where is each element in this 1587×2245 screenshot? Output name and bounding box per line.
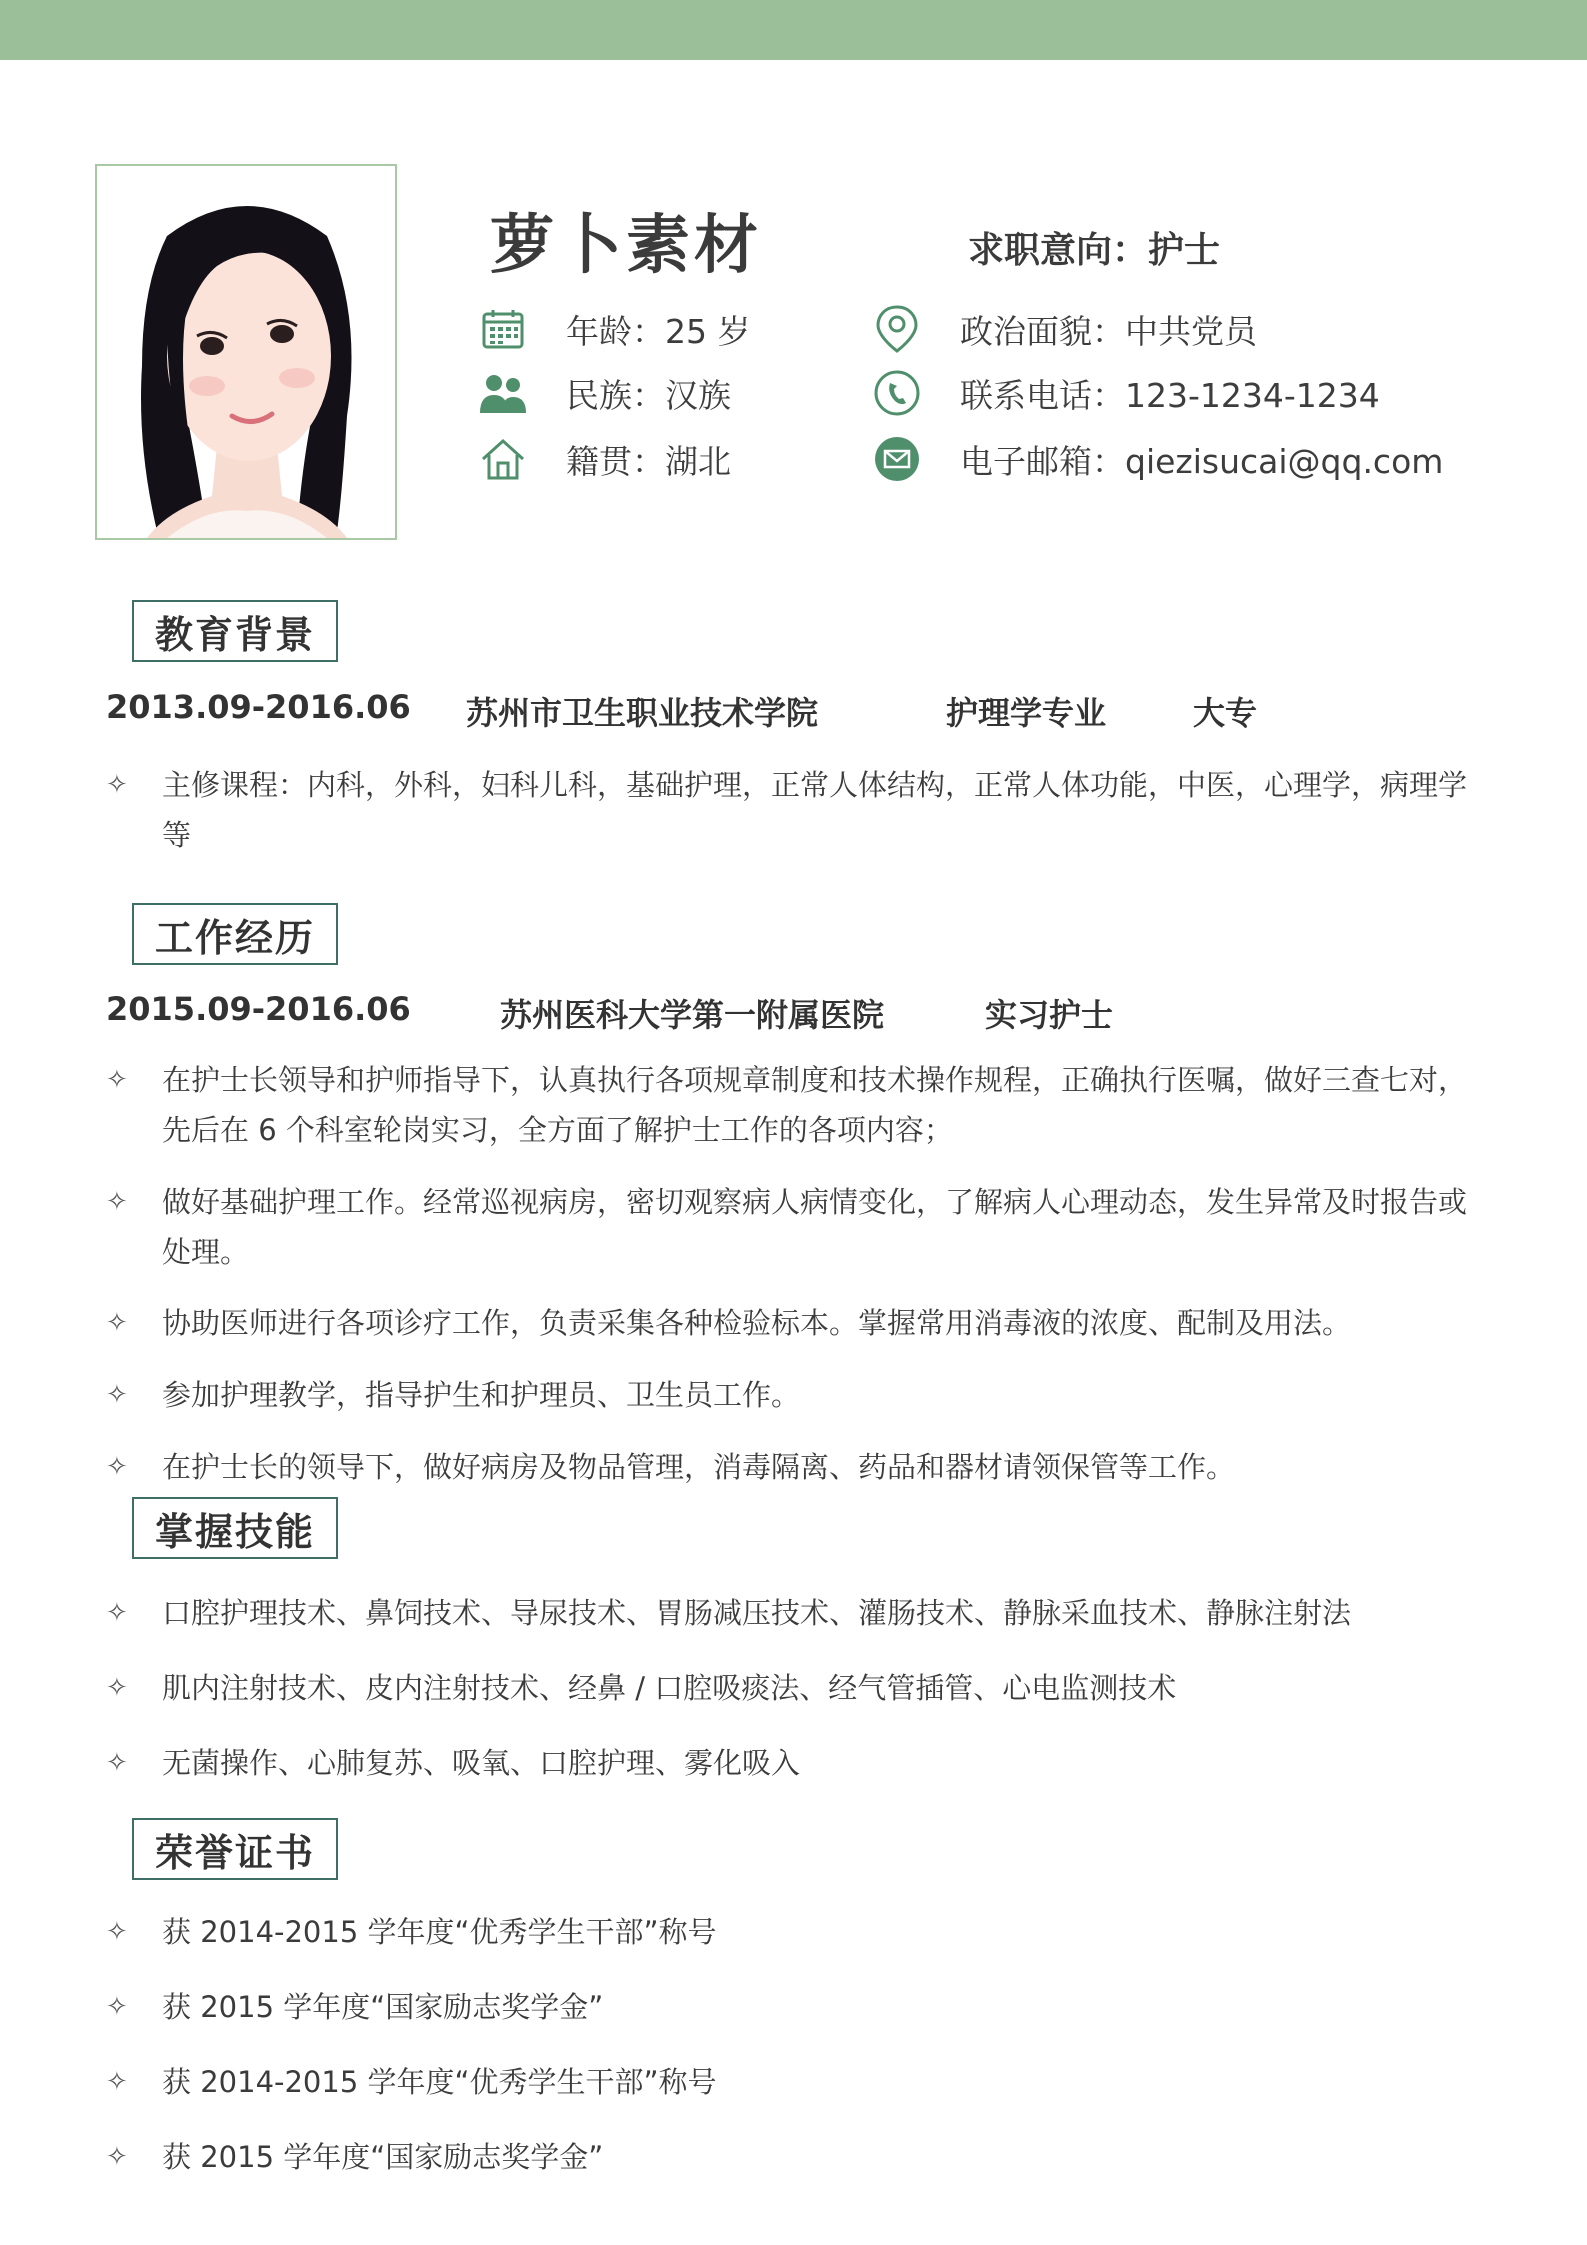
people-icon (476, 366, 530, 420)
top-accent-bar (0, 0, 1587, 60)
list-item (106, 1442, 1476, 1492)
list-item-text: 做好基础护理工作。经常巡视病房，密切观察病人病情变化，了解病人心理动态，发生异常及时报告或处理。 (162, 1185, 1468, 1269)
list-item-text: 获 2014-2015 学年度“优秀学生干部”称号 (162, 1915, 717, 1949)
education-courses (106, 760, 1476, 860)
phone-icon (870, 366, 924, 420)
bullet-icon: ✧ (106, 1748, 128, 1778)
list-item-text: 获 2015 学年度“国家励志奖学金” (162, 1990, 604, 2024)
bullet-icon: ✧ (106, 1065, 128, 1095)
work-employer: 苏州医科大学第一附属医院 (500, 996, 885, 1034)
candidate-name: 萝卜素材 (490, 209, 762, 283)
info-political (870, 302, 1257, 356)
work-period: 2015.09-2016.06 (106, 990, 411, 1028)
list-item-text: 获 2015 学年度“国家励志奖学金” (162, 2140, 604, 2174)
calendar-icon (476, 302, 530, 356)
list-item (106, 1738, 1476, 1788)
section-title-work: 工作经历 (132, 903, 338, 965)
list-item (106, 2132, 1476, 2182)
bullet-icon: ✧ (106, 1187, 128, 1217)
bullet-icon: ✧ (106, 1308, 128, 1338)
list-item (106, 1663, 1476, 1713)
home-icon (476, 432, 530, 486)
info-email (870, 432, 1443, 486)
ethnicity-text: 民族：汉族 (566, 375, 731, 415)
list-item (106, 1982, 1476, 2032)
list-item-text: 获 2014-2015 学年度“优秀学生干部”称号 (162, 2065, 717, 2099)
avatar-illustration (97, 166, 395, 538)
age-text: 年龄：25 岁 (566, 311, 751, 351)
bullet-icon: ✧ (106, 770, 128, 800)
list-item-text: 肌内注射技术、皮内注射技术、经鼻 / 口腔吸痰法、经气管插管、心电监测技术 (162, 1671, 1177, 1705)
location-pin-icon (870, 302, 924, 356)
list-item-text: 在护士长的领导下，做好病房及物品管理，消毒隔离、药品和器材请领保管等工作。 (162, 1450, 1236, 1484)
education-school: 苏州市卫生职业技术学院 (466, 694, 819, 732)
info-ethnicity (476, 366, 731, 420)
bullet-icon: ✧ (106, 1380, 128, 1410)
list-item-text: 在护士长领导和护师指导下，认真执行各项规章制度和技术操作规程，正确执行医嘱，做好三查七对，先后在 6 个科室轮岗实习，全方面了解护士工作的各项内容； (162, 1063, 1468, 1147)
list-item-text: 无菌操作、心肺复苏、吸氧、口腔护理、雾化吸入 (162, 1746, 801, 1780)
bullet-icon: ✧ (106, 1917, 128, 1947)
bullet-icon: ✧ (106, 1598, 128, 1628)
education-period: 2013.09-2016.06 (106, 688, 411, 726)
bullet-icon: ✧ (106, 1673, 128, 1703)
bullet-icon: ✧ (106, 1992, 128, 2022)
profile-photo (95, 164, 397, 540)
section-title-education: 教育背景 (132, 600, 338, 662)
list-item (106, 1907, 1476, 1957)
list-item (106, 2057, 1476, 2107)
list-item (106, 1588, 1476, 1638)
hometown-text: 籍贯：湖北 (566, 441, 731, 481)
info-age (476, 302, 750, 356)
education-major: 护理学专业 (946, 694, 1107, 732)
info-phone (870, 366, 1380, 420)
section-title-skills: 掌握技能 (132, 1497, 338, 1559)
bullet-icon: ✧ (106, 2142, 128, 2172)
bullet-icon: ✧ (106, 1452, 128, 1482)
list-item-text: 协助医师进行各项诊疗工作，负责采集各种检验标本。掌握常用消毒液的浓度、配制及用法。 (162, 1306, 1352, 1340)
bullet-icon: ✧ (106, 2067, 128, 2097)
list-item (106, 1177, 1476, 1277)
list-item-text: 参加护理教学，指导护生和护理员、卫生员工作。 (162, 1378, 801, 1412)
work-role: 实习护士 (985, 996, 1114, 1034)
list-item-text: 口腔护理技术、鼻饲技术、导尿技术、胃肠减压技术、灌肠技术、静脉采血技术、静脉注射法 (162, 1596, 1352, 1630)
list-item (106, 1055, 1476, 1155)
email-text: 电子邮箱：qiezisucai@qq.com (960, 441, 1444, 481)
phone-text: 联系电话：123-1234-1234 (960, 375, 1380, 415)
job-intent: 求职意向：护士 (968, 230, 1221, 271)
list-item (106, 1298, 1476, 1348)
list-item (106, 1370, 1476, 1420)
email-icon (870, 432, 924, 486)
education-degree: 大专 (1193, 694, 1258, 732)
political-text: 政治面貌：中共党员 (960, 311, 1257, 351)
list-item-text: 主修课程：内科，外科，妇科儿科，基础护理，正常人体结构，正常人体功能，中医，心理学，病理学等 (162, 768, 1468, 852)
info-hometown (476, 432, 731, 486)
section-title-honors: 荣誉证书 (132, 1818, 338, 1880)
